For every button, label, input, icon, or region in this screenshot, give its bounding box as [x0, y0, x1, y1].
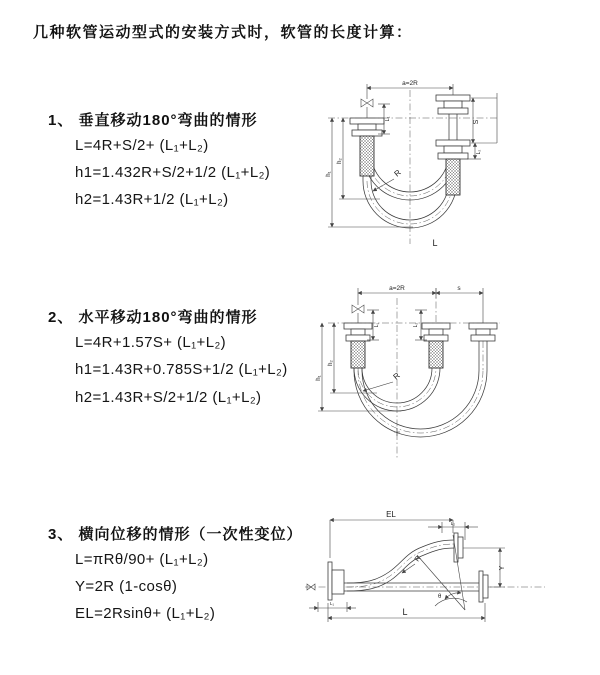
dim-label-h2: h₂ — [328, 360, 334, 366]
hose-curves — [354, 288, 487, 460]
diagram-vertical-180-bend — [305, 72, 600, 257]
dim-label-l2: L₂ — [476, 149, 482, 155]
dim-label-a2r: a=2R — [402, 80, 418, 87]
dimension-lines — [316, 285, 500, 436]
dim-label-s: S — [473, 119, 480, 125]
dim-label-l: L — [402, 607, 408, 617]
braided-hose-section — [360, 136, 374, 176]
dim-label-y: Y — [499, 565, 506, 571]
dim-label-r: R — [413, 554, 423, 564]
diagram-horizontal-180-bend — [305, 278, 600, 468]
formula-line: h1=1.432R+S/2+1/2 (L₁+L₂) — [75, 164, 271, 181]
dim-label-l1: L₁ — [385, 116, 391, 122]
valve-icon — [361, 99, 373, 107]
dim-label-l2: L₂ — [413, 322, 419, 328]
hose-fittings — [328, 533, 488, 602]
dim-label-el: EL — [386, 510, 396, 519]
hose-fittings — [344, 323, 497, 368]
dim-label-r: R — [391, 370, 402, 382]
dim-label-a2r: a=2R — [389, 285, 405, 292]
section-3-heading: 3、 横向位移的情形（一次性变位） — [48, 526, 303, 543]
section-2-heading: 2、 水平移动180°弯曲的情形 — [48, 309, 258, 326]
formula-line: L=4R+1.57S+ (L₁+L₂) — [75, 334, 227, 351]
formula-line: L=4R+S/2+ (L₁+L₂) — [75, 137, 209, 154]
formula-line: h1=1.43R+0.785S+1/2 (L₁+L₂) — [75, 361, 288, 378]
dimension-lines — [326, 80, 497, 248]
dim-label-h1: h₁ — [316, 375, 322, 381]
formula-line: h2=1.43R+S/2+1/2 (L₁+L₂) — [75, 389, 262, 406]
valve-icon — [352, 305, 364, 313]
formula-line: L=πRθ/90+ (L₁+L₂) — [75, 551, 209, 568]
diagram-lateral-displacement — [295, 500, 600, 650]
formula-line: Y=2R (1-cosθ) — [75, 578, 178, 595]
section-1-heading: 1、 垂直移动180°弯曲的情形 — [48, 112, 258, 129]
dim-label-l1: L₁ — [329, 601, 335, 606]
braided-hose-section — [351, 341, 365, 368]
dim-label-l: L — [432, 238, 438, 248]
dim-label-theta: θ — [438, 594, 442, 600]
dim-label-s: s — [457, 285, 461, 292]
dim-label-l2: L₂ — [450, 521, 456, 526]
braided-hose-section — [446, 159, 460, 195]
dim-label-l1: L₁ — [374, 322, 380, 328]
formula-line: h2=1.43R+1/2 (L₁+L₂) — [75, 191, 229, 208]
dim-label-h1: h₁ — [326, 171, 332, 177]
braided-hose-section — [429, 341, 443, 368]
formula-line: EL=2Rsinθ+ (L₁+L₂) — [75, 605, 216, 622]
dim-label-r: R — [392, 167, 403, 179]
page-title: 几种软管运动型式的安装方式时，软管的长度计算： — [33, 24, 413, 41]
dim-label-h2: h₂ — [337, 158, 343, 164]
